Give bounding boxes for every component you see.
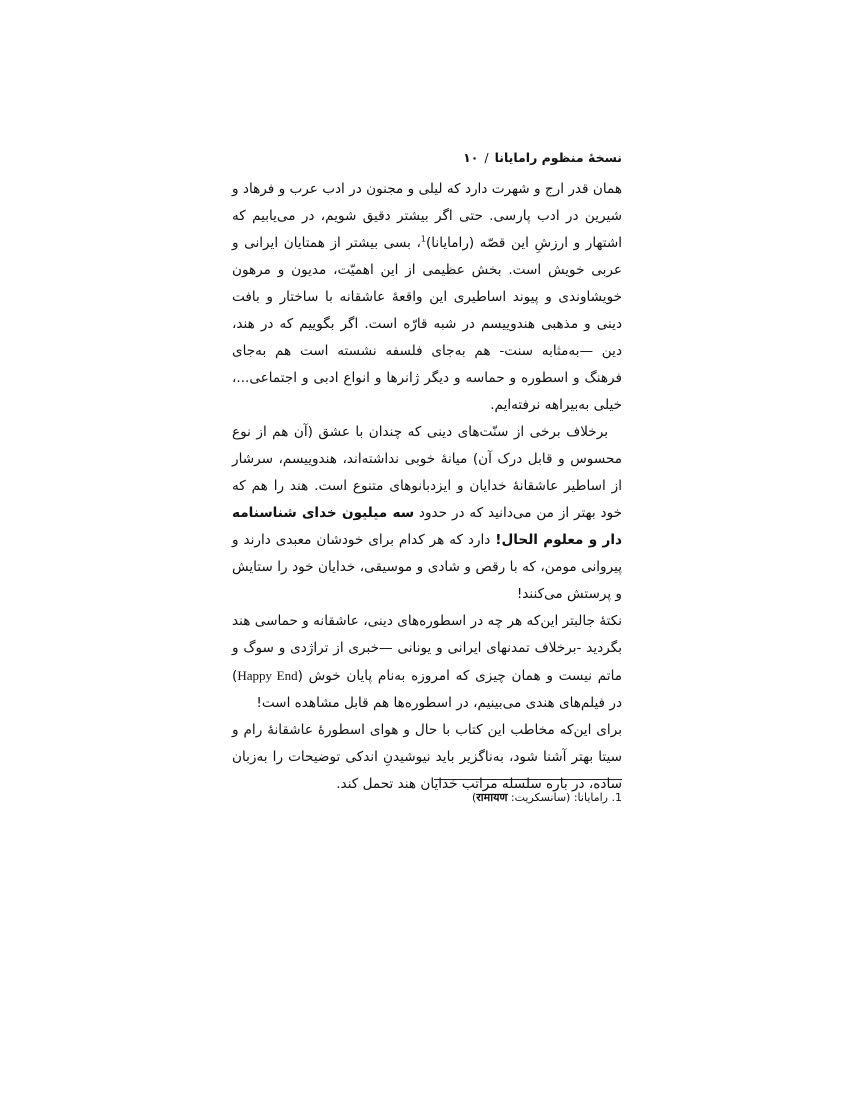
running-head-title: نسخهٔ منظوم رامایانا (494, 150, 622, 165)
footnote-divider (434, 779, 622, 780)
paragraph-4-text: برای این‌که مخاطب این کتاب با حال و هوای اسطورهٔ عاشقانهٔ رام و سیتا بهتر آشنا شود، به‌ناگزیر باید نیوشیدنِ اندکی توضیحات را به‌زبان ساده، در باره سلسله مراتب خدایان هند تحمل کند. (232, 722, 622, 792)
footnote-number: 1. (611, 791, 622, 804)
paragraph-1-text-after: ، بسی بیشتر از همتایان ایرانی و عربی خویش است. بخش عظیمی از این اهمیّت، مدیون و مرهون خویشاوندی و پیوند اساطیری این واقعهٔ عاشقانه با ساختار و بافت دینی و مذهبی هندوییسم در شبه قارّه است. اگر بگوییم که در هند، دین —به‌مثابه سنت- هم به‌جای فلسفه نشسته است هم به‌جای فرهنگ و اسطوره و حماسه و دیگر ژانرها و انواع ادبی و اجتماعی...، خیلی به‌بیراهه نرفته‌ایم. (232, 235, 622, 413)
footnote (232, 790, 622, 805)
body-text (232, 176, 622, 798)
paragraph-1 (232, 176, 622, 419)
paragraph-2-bold-text: سه میلیون خدای شناسنامه دار و معلوم الحال! (232, 505, 622, 548)
paragraph-4 (232, 717, 622, 798)
paragraph-2-text-before: برخلاف برخی از سنّت‌های دینی که چندان با عشق (آن هم از نوع محسوس و قابل درک آن) میانهٔ خوبی نداشته‌اند، هندوییسم، سرشار از اساطیر عاشقانهٔ خدایان و ایزدبانوهای متنوع است. هند را هم که خود بهتر از من می‌دانید که در حدود (232, 424, 622, 521)
footnote-closing: ) (472, 791, 477, 804)
paragraph-3-text-before: نکتهٔ جالبتر این‌که هر چه در اسطوره‌های دینی، عاشقانه و حماسی هند بگردید -برخلاف تمدنهای ایرانی و یونانی —خبری از تراژدی و سوگ و ماتم نیست و همان چیزی که امروزه به‌نام پایان خوش ( (232, 613, 622, 684)
paragraph-3 (232, 608, 622, 717)
footnote-devanagari: रामायण (476, 791, 508, 804)
running-head-separator: / (484, 150, 489, 165)
paragraph-1-text-before: همان قدر ارج و شهرت دارد که لیلی و مجنون در ادب عرب و فرهاد و شیرین در ادب پارسی. حتی اگر بیشتر دقیق شویم، در می‌یابیم که اشتهار و ارزشِ این قصّه (رامایانا) (232, 181, 622, 251)
paragraph-2-text-after: دارد که هر کدام برای خودشان معبدی دارند و پیروانی مومن، که با رقص و شادی و موسیقی، خدایان خود را ستایش و پرستش می‌کنند! (232, 532, 622, 602)
paragraph-3-latin-term: Happy End (237, 668, 298, 683)
footnote-ref[interactable]: 1 (420, 234, 426, 244)
paragraph-2 (232, 419, 622, 608)
footnote-text: رامایانا: (سانسکریت: (507, 791, 608, 804)
running-head (232, 150, 622, 165)
paragraph-3-text-after: ) در فیلم‌های هندی می‌بینیم، در اسطوره‌ها هم قابل مشاهده است! (232, 668, 622, 711)
page-number: ۱۰ (463, 150, 479, 165)
